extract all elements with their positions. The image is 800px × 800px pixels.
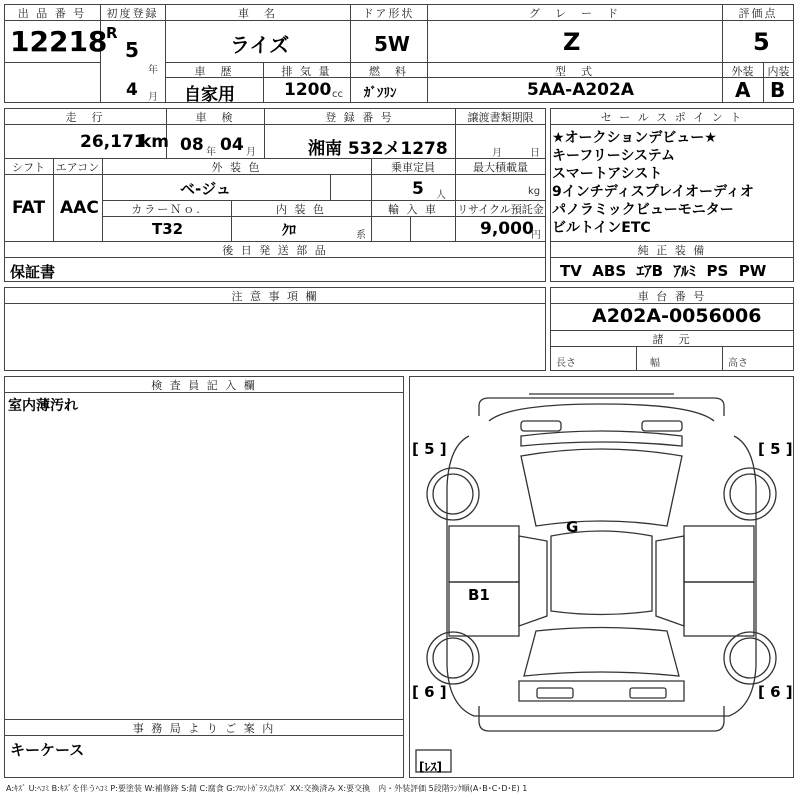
first-reg-year: 5 (125, 38, 139, 62)
capacity-label: 乗車定員 (391, 161, 435, 174)
office-note: キーケース (10, 741, 85, 759)
equipment-item: ｴｱB (636, 262, 664, 280)
color-no: T32 (152, 220, 184, 238)
history: 自家用 (184, 85, 235, 105)
inspector-block (4, 376, 404, 778)
sales-points-list (552, 129, 792, 237)
fuel: ｶﾞｿﾘﾝ (364, 86, 397, 101)
front-door-right (684, 526, 754, 582)
rear-light-right (630, 688, 666, 698)
model-label: 型 式 (555, 65, 594, 78)
equipment-item: TV (560, 262, 582, 280)
rear-bumper (479, 706, 724, 731)
later-parts-label: 後 日 発 送 部 品 (222, 244, 328, 257)
inspection-month: 04 (220, 135, 244, 155)
door: 5W (374, 32, 410, 56)
displacement-unit: cc (332, 89, 343, 100)
year-unit: 年 (148, 65, 158, 76)
int-color-label: 内 装 色 (276, 203, 326, 216)
front-bumper-inner (489, 404, 714, 421)
transfer-label: 譲渡書類期限 (467, 111, 534, 124)
car-name-label: 車 名 (238, 7, 277, 20)
first-reg-label: 初度登録 (106, 7, 159, 20)
sales-points-label: セ ー ル ス ポ イ ン ト (600, 111, 744, 124)
grade: Z (563, 28, 581, 56)
length-label: 長さ (556, 358, 576, 369)
wheel-fr (724, 468, 776, 520)
load-unit: kg (528, 186, 541, 197)
displacement-label: 排 気 量 (281, 65, 332, 78)
score: 5 (753, 28, 770, 56)
plate-number: 湘南 532メ1278 (308, 139, 448, 159)
capacity: 5 (412, 179, 424, 199)
headlight-right (642, 421, 682, 431)
tire-rl-tread: [ 6 ] (412, 683, 447, 701)
capacity-unit: 人 (436, 190, 446, 201)
fuel-label: 燃 料 (369, 65, 408, 78)
sales-point: ★オークションデビュー★ (552, 130, 717, 146)
tire-fl-tread: [ 5 ] (412, 440, 447, 458)
ac-label: エアコン (55, 161, 100, 174)
rear-light-left (537, 688, 573, 698)
interior-grade: B (770, 78, 786, 102)
ext-color-label: 外 装 色 (211, 161, 262, 174)
month-unit: 月 (148, 92, 158, 103)
equipment-item: PS (706, 262, 729, 280)
displacement: 1200 (284, 80, 332, 100)
chassis-label: 車 台 番 号 (637, 290, 707, 303)
first-reg-month: 4 (126, 80, 138, 100)
mileage: 26,171 (80, 132, 146, 152)
ext-color: ベ-ジュ (180, 180, 231, 198)
car-name: ライズ (230, 33, 290, 57)
tire-rr-tread: [ 6 ] (758, 683, 793, 701)
sales-point: スマートアシスト (552, 166, 663, 182)
chassis-number: A202A-0056006 (592, 305, 762, 327)
windshield (521, 449, 682, 526)
sales-point: 9インチディスプレイオーディオ (552, 184, 754, 200)
rear-door-right (684, 582, 754, 636)
body-outline (447, 436, 756, 716)
mileage-unit: km (140, 132, 170, 152)
sales-point: パノラミックビューモニター (552, 202, 734, 218)
roof (551, 531, 652, 615)
load-label: 最大積載量 (473, 161, 528, 174)
inspection-year: 08 (180, 135, 204, 155)
office-label: 事 務 局 よ り ご 案 内 (132, 722, 276, 735)
sales-point: キーフリーシステム (552, 148, 676, 164)
sales-point: ビルトインETC (552, 220, 651, 236)
wheel-fl (427, 468, 479, 520)
dims-label: 諸 元 (652, 333, 692, 346)
exterior-label: 外装 (731, 65, 754, 78)
era: R (106, 24, 118, 42)
height-label: 高さ (728, 358, 748, 369)
wheel-rl (427, 632, 479, 684)
int-color: ｸﾛ (282, 223, 296, 239)
spare-tire: [ﾚｽ] (419, 760, 442, 774)
mileage-label: 走 行 (65, 111, 105, 124)
damage-mark-g: G (566, 518, 579, 536)
recycle-fee: 9,000 (480, 219, 534, 239)
equipment-list (560, 260, 766, 281)
side-glass-left (519, 536, 547, 626)
grade-label: グ レ ー ド (529, 7, 620, 20)
front-door-left (449, 526, 519, 582)
int-color-unit: 系 (356, 230, 366, 241)
equipment-item: ABS (592, 262, 627, 280)
tire-fr-tread: [ 5 ] (758, 440, 793, 458)
plate-label: 登 録 番 号 (325, 111, 394, 124)
inspection-label: 車 検 (195, 111, 235, 124)
inspection-year-unit: 年 (206, 147, 216, 158)
import-label: 輸 入 車 (388, 203, 438, 216)
transfer-day-unit: 日 (530, 148, 540, 159)
equipment-label: 純 正 装 備 (637, 244, 707, 257)
color-no-label: カラーＮｏ. (131, 203, 202, 216)
history-label: 車 歴 (194, 65, 234, 78)
headlight-left (521, 421, 561, 431)
shift-label: シフト (12, 161, 45, 174)
interior-label: 内装 (767, 65, 790, 78)
door-label: ドア形状 (362, 7, 415, 20)
score-label: 評価点 (738, 7, 778, 20)
recycle-label: リサイクル預託金 (457, 203, 544, 216)
legend: A:ｷｽﾞ U:ﾍｺﾐ B:ｷｽﾞを伴うﾍｺﾐ P:要塗装 W:補修跡 S:錆 C:腐食 G:ﾌﾛﾝﾄｶﾞﾗｽ点ｷｽﾞ XX:交換済み X:要交換 内・外装評価 5段階ﾗﾝｸ順(A･B･C･D･E) 1 (6, 784, 528, 793)
lot-no-label: 出 品 番 号 (17, 7, 87, 20)
width-label: 幅 (650, 358, 660, 369)
lot-no: 12218 (10, 25, 108, 58)
side-glass-right (656, 536, 684, 626)
notes-label: 注 意 事 項 欄 (231, 290, 319, 303)
rear-window (524, 628, 679, 677)
front-bumper (479, 394, 724, 416)
equipment-item: PW (738, 262, 767, 280)
wheel-rr (724, 632, 776, 684)
equipment-item: ｱﾙﾐ (673, 262, 697, 280)
model: 5AA-A202A (527, 80, 634, 100)
later-parts: 保証書 (10, 263, 56, 281)
hood (521, 431, 682, 446)
inspection-month-unit: 月 (246, 147, 256, 158)
inspector-label: 検 査 員 記 入 欄 (151, 379, 257, 392)
transfer-month-unit: 月 (492, 148, 502, 159)
exterior-grade: A (735, 78, 751, 102)
ac: AAC (60, 198, 99, 218)
damage-mark-b1: B1 (468, 586, 490, 604)
shift: FAT (12, 198, 46, 218)
car-diagram (409, 376, 794, 778)
recycle-unit: 円 (531, 230, 541, 241)
inspector-note: 室内薄汚れ (8, 398, 78, 414)
